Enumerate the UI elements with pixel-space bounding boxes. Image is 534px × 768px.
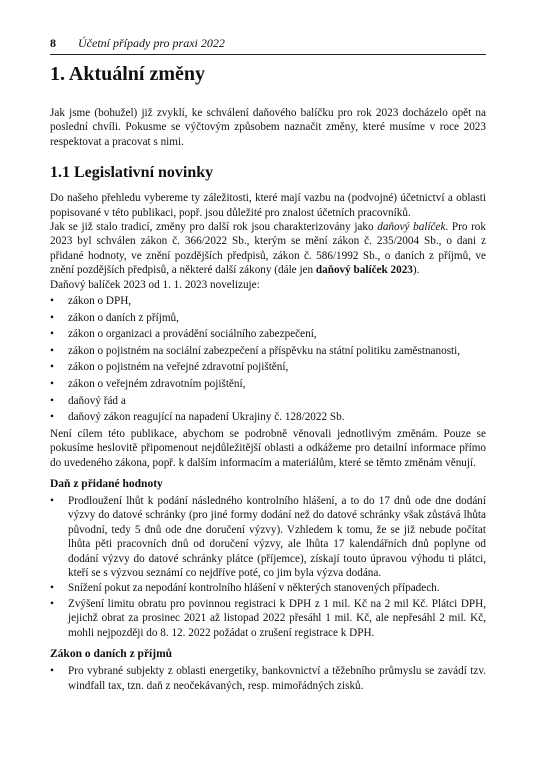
running-header bbox=[50, 36, 486, 55]
list-item: • zákon o daních z příjmů, bbox=[50, 311, 486, 326]
list-item: • Zvýšení limitu obratu pro povinnou registraci k DPH z 1 mil. Kč na 2 mil Kč. Plátci DPH, jejichž obrat za prosinec 2021 až listopad 2022 přesáhl 1 mil. Kč, ale nepřesáhl 2 mil. Kč, mohli nejpozději do 8. 12. 2022 požádat o zrušení registrace k DPH. bbox=[50, 597, 486, 640]
para2-strong: daňový balíček 2023 bbox=[315, 264, 413, 277]
list-item: • daňový řád a bbox=[50, 394, 486, 409]
section-paragraph-3: Daňový balíček 2023 od 1. 1. 2023 novelizuje: bbox=[50, 278, 260, 291]
section-paragraph-2 bbox=[50, 220, 486, 278]
book-title: Účetní případy pro praxi 2022 bbox=[78, 36, 225, 50]
chapter-title: 1. Aktuální změny bbox=[50, 63, 206, 85]
para2-text-c: ). bbox=[412, 264, 420, 277]
chapter-intro: Jak jsme (bohužel) již zvyklí, ke schválení daňového balíčku pro rok 2023 docházelo opět na poslední chvíli. Pokusme se výčtovým způsobem naznačit změny, které musíme v roce 2023 respektovat a pracovat s nimi. bbox=[50, 107, 486, 148]
income-tax-list bbox=[50, 664, 486, 693]
vat-heading: Daň z přidané hodnoty bbox=[50, 478, 163, 491]
list-item: • Prodloužení lhůt k podání následného kontrolního hlášení, a to do 17 dnů ode dne dodání výzvy do datové schránky (pro jiné formy dodání než do datové schránky však zůstává lhůta původní, tedy 5 dnů ode dne doručení výzvy). Vzhledem k tomu, že se již nebude počítat lhůta pěti pracovních dnů od doručení výzvy, ale lhůta 17 kalendářních dnů poplyne od dodání výzvy do datové schránky plátce (příjemce), získají touto úpravou výhodu ti plátci, kteří se s výzvou seznámí co nejdříve poté, co jim byla výzva dodána. bbox=[50, 494, 486, 580]
list-item: • zákon o DPH, bbox=[50, 294, 486, 309]
section-paragraph-4: Není cílem této publikace, abychom se podrobně věnovali jednotlivým změnám. Pouze se pokusíme heslovitě připomenout nejdůležitější oblasti a odkážeme pro detailní informace přímo do uvedeného zákona, popř. k dalším informacím a materiálům, které se těmto změnám věnují. bbox=[50, 427, 486, 469]
vat-list bbox=[50, 494, 486, 640]
list-item: • zákon o veřejném zdravotním pojištění, bbox=[50, 377, 486, 392]
list-item: • zákon o pojistném na sociální zabezpečení a příspěvku na státní politiku zaměstnanosti, bbox=[50, 344, 486, 359]
list-item: • zákon o organizaci a provádění sociálního zabezpečení, bbox=[50, 327, 486, 342]
laws-list bbox=[50, 294, 486, 425]
list-item: • Snížení pokut za nepodání kontrolního hlášení v některých stanovených případech. bbox=[50, 581, 486, 595]
para2-text-a: Jak se již stalo tradicí, změny pro další rok jsou charakterizovány jako bbox=[50, 221, 378, 234]
income-tax-heading: Zákon o daních z příjmů bbox=[50, 648, 173, 661]
list-item: • daňový zákon reagující na napadení Ukrajiny č. 128/2022 Sb. bbox=[50, 410, 486, 425]
page-number: 8 bbox=[50, 36, 56, 50]
section-title: 1.1 Legislativní novinky bbox=[50, 164, 214, 182]
para2-emphasis: daňový balíček bbox=[377, 221, 446, 234]
para2-text-b: . Pro rok 2023 byl schválen zákon č. 366/2022 Sb., kterým se mění zákon č. 235/2004 Sb., o dani z přidané hodnoty, ve znění pozdějších předpisů, zákon č. 586/1992 Sb., o daních z příjmů, ve znění pozdějších předpisů, a některé další zákony (dále jen bbox=[50, 221, 486, 277]
list-item: • Pro vybrané subjekty z oblasti energetiky, bankovnictví a těžebního průmyslu se zavádí tzv. windfall tax, tzn. daň z neočekávaných, resp. mimořádných zisků. bbox=[50, 664, 486, 693]
section-paragraph-1: Do našeho přehledu vybereme ty záležitosti, které mají vazbu na (podvojné) účetnictví a oblasti popisované v této publikaci, popř. jsou důležité pro znalost účetních pracovníků. bbox=[50, 192, 486, 219]
list-item: • zákon o pojistném na veřejné zdravotní pojištění, bbox=[50, 360, 486, 375]
page-content bbox=[50, 62, 486, 694]
